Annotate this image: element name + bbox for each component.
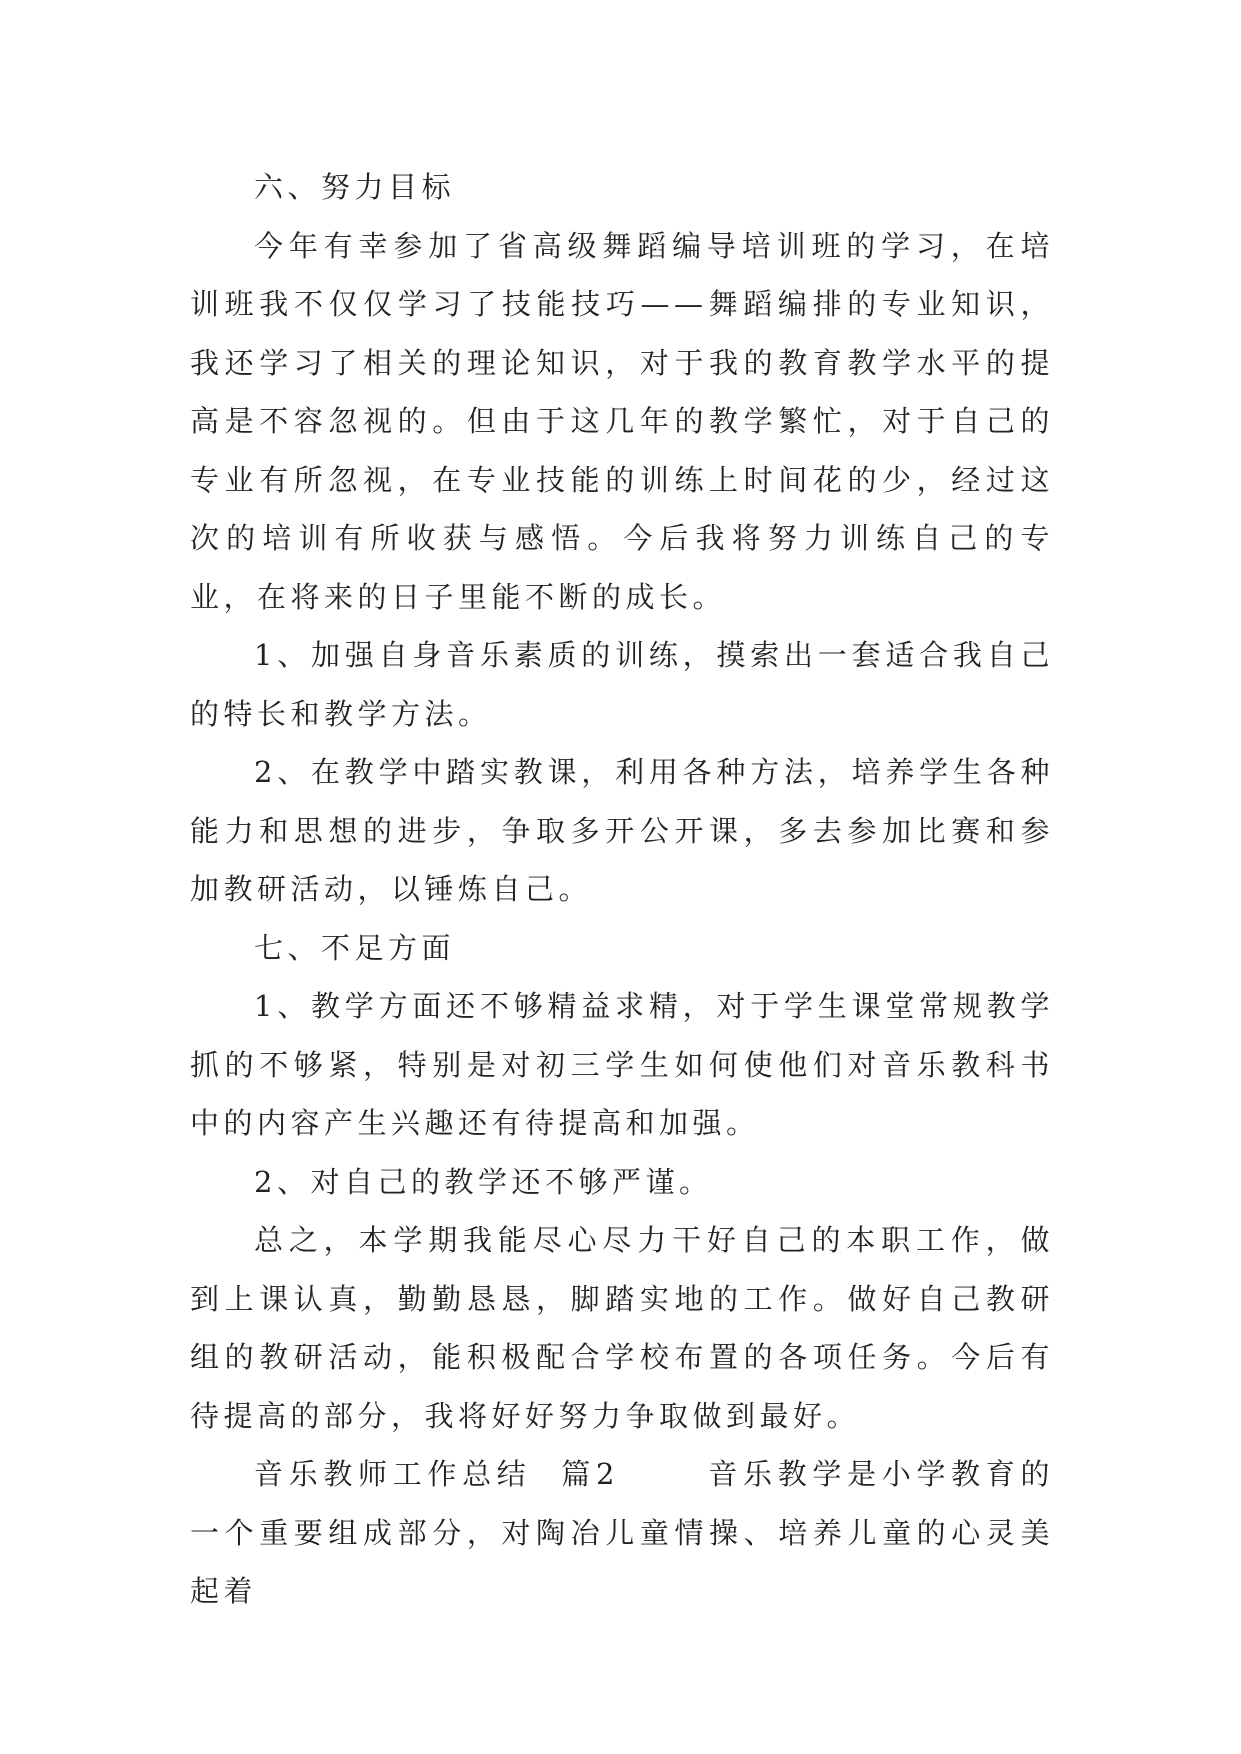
section-heading-shortcomings: 七、不足方面 <box>254 930 456 965</box>
shortcoming-item-2: 2、对自己的教学还不够严谨。 <box>254 1164 713 1199</box>
shortcoming-item-1: 1、教学方面还不够精益求精，对于学生课堂常规教学抓的不够紧，特别是对初三学生如何使他们对音乐教科书中的内容产生兴趣还有待提高和加强。 <box>190 989 1054 1140</box>
section-heading-goals: 六、努力目标 <box>254 170 456 204</box>
document-body <box>190 158 1054 1621</box>
paragraph-article-2-start: 音乐教师工作总结 篇2 音乐教学是小学教育的一个重要组成部分，对陶冶儿童情操、培养儿童的心灵美起着 <box>190 1457 1054 1608</box>
paragraph-training-experience: 今年有幸参加了省高级舞蹈编导培训班的学习，在培训班我不仅仅学习了技能技巧——舞蹈编排的专业知识，我还学习了相关的理论知识，对于我的教育教学水平的提高是不容忽视的。但由于这几年的教学繁忙，对于自己的专业有所忽视，在专业技能的训练上时间花的少，经过这次的培训有所收获与感悟。今后我将努力训练自己的专业，在将来的日子里能不断的成长。 <box>190 228 1054 614</box>
goal-item-2: 2、在教学中踏实教课，利用各种方法，培养学生各种能力和思想的进步，争取多开公开课，多去参加比赛和参加教研活动，以锤炼自己。 <box>190 755 1054 906</box>
paragraph-summary: 总之，本学期我能尽心尽力干好自己的本职工作，做到上课认真，勤勤恳恳，脚踏实地的工作。做好自己教研组的教研活动，能积极配合学校布置的各项任务。今后有待提高的部分，我将好好努力争取做到最好。 <box>190 1223 1054 1433</box>
goal-item-1: 1、加强自身音乐素质的训练，摸索出一套适合我自己的特长和教学方法。 <box>190 638 1054 731</box>
